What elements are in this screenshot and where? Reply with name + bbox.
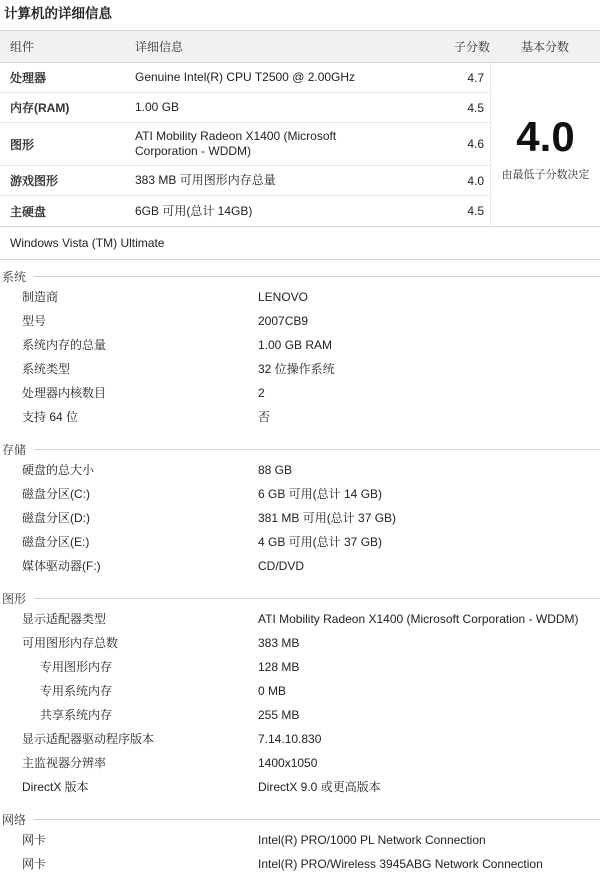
row-label: 显示适配器类型 (22, 612, 107, 626)
row-value: 32 位操作系统 (258, 362, 335, 376)
row-value: 88 GB (258, 463, 293, 477)
row-value: CD/DVD (258, 559, 305, 573)
row-detail: 383 MB 可用图形内存总量 (135, 173, 276, 187)
section-graphics (0, 590, 600, 803)
row-component: 主硬盘 (10, 204, 47, 219)
row-value: 128 MB (258, 660, 300, 674)
operating-system-row: Windows Vista (TM) Ultimate (0, 226, 600, 259)
list-item (0, 635, 600, 659)
column-header-basescore: 基本分数 (520, 40, 569, 54)
row-label: 主监视器分辨率 (22, 756, 107, 770)
list-item (0, 755, 600, 779)
row-detail: ATI Mobility Radeon X1400 (Microsoft Corporation - WDDM) (135, 129, 337, 158)
row-detail: 1.00 GB (135, 100, 180, 114)
row-label: 共享系统内存 (40, 708, 113, 722)
row-value: 381 MB 可用(总计 37 GB) (258, 511, 397, 525)
column-header-component: 组件 (10, 40, 35, 54)
row-value: 6 GB 可用(总计 14 GB) (258, 487, 383, 501)
base-score-cell (490, 63, 600, 226)
section-rows-graphics (0, 607, 600, 803)
row-component: 图形 (10, 137, 35, 152)
row-label: 网卡 (22, 857, 47, 871)
list-item (0, 313, 600, 337)
row-component: 处理器 (10, 71, 47, 85)
row-label: 制造商 (22, 290, 59, 304)
performance-score-table (0, 30, 600, 260)
row-label: 支持 64 位 (22, 410, 79, 424)
list-item (0, 731, 600, 755)
list-item (0, 856, 600, 880)
row-value: 1.00 GB RAM (258, 338, 333, 352)
table-row (0, 63, 490, 93)
row-label: 磁盘分区(C:) (22, 487, 90, 501)
row-label: DirectX 版本 (22, 780, 89, 794)
row-subscore: 4.6 (467, 137, 484, 151)
table-row (0, 123, 490, 166)
list-item (0, 409, 600, 433)
list-item (0, 510, 600, 534)
row-value: 0 MB (258, 684, 287, 698)
divider (34, 598, 600, 599)
section-rows-system (0, 285, 600, 433)
row-subscore: 4.7 (467, 70, 484, 85)
list-item (0, 832, 600, 856)
row-label: 系统内存的总量 (22, 338, 107, 352)
row-value: 7.14.10.830 (258, 732, 322, 746)
row-component: 内存(RAM) (10, 101, 70, 115)
row-component: 游戏图形 (10, 174, 59, 188)
column-header-details: 详细信息 (135, 40, 184, 54)
base-score-value: 4.0 (516, 112, 575, 160)
row-value: Intel(R) PRO/1000 PL Network Connection (258, 833, 486, 847)
list-item (0, 611, 600, 635)
table-row (0, 93, 490, 123)
section-title: 图形 (2, 592, 27, 606)
section-title: 系统 (2, 270, 27, 284)
row-detail: 6GB 可用(总计 14GB) (135, 203, 253, 218)
list-item (0, 683, 600, 707)
table-row (0, 166, 490, 196)
score-row-list (0, 63, 490, 226)
section-storage (0, 441, 600, 582)
row-value: LENOVO (258, 290, 309, 304)
row-value: ATI Mobility Radeon X1400 (Microsoft Corporation - WDDM) (258, 612, 579, 626)
row-value: 2 (258, 386, 265, 400)
section-header-graphics (0, 590, 600, 607)
section-rows-network (0, 828, 600, 880)
row-label: 磁盘分区(E:) (22, 535, 90, 549)
row-label: 型号 (22, 314, 47, 328)
row-subscore: 4.5 (467, 204, 484, 218)
row-value: DirectX 9.0 或更高版本 (258, 780, 381, 794)
section-network (0, 811, 600, 880)
row-value: 否 (258, 410, 271, 424)
section-header-system (0, 268, 600, 285)
section-title: 网络 (2, 813, 27, 827)
row-value: 4 GB 可用(总计 37 GB) (258, 535, 383, 549)
list-item (0, 534, 600, 558)
row-value: Intel(R) PRO/Wireless 3945ABG Network Connection (258, 857, 543, 871)
row-value: 2007CB9 (258, 314, 309, 328)
list-item (0, 558, 600, 582)
row-detail: Genuine Intel(R) CPU T2500 @ 2.00GHz (135, 70, 356, 84)
divider (34, 276, 600, 277)
section-header-storage (0, 441, 600, 458)
list-item (0, 289, 600, 313)
list-item (0, 385, 600, 409)
section-header-network (0, 811, 600, 828)
score-table-header (0, 31, 600, 63)
row-label: 可用图形内存总数 (22, 636, 119, 650)
row-label: 显示适配器驱动程序版本 (22, 732, 155, 746)
section-title: 存储 (2, 443, 27, 457)
list-item (0, 486, 600, 510)
base-score-note: 由最低子分数决定 (501, 168, 590, 181)
row-label: 网卡 (22, 833, 47, 847)
divider (34, 449, 600, 450)
table-row (0, 196, 490, 226)
row-subscore: 4.5 (467, 100, 484, 115)
section-rows-storage (0, 458, 600, 582)
row-label: 专用图形内存 (40, 660, 113, 674)
list-item (0, 707, 600, 731)
row-label: 系统类型 (22, 362, 71, 376)
row-value: 383 MB (258, 636, 300, 650)
score-table-body (0, 63, 600, 226)
list-item (0, 462, 600, 486)
row-label: 磁盘分区(D:) (22, 511, 90, 525)
row-value: 1400x1050 (258, 756, 318, 770)
page-title: 计算机的详细信息 (4, 6, 112, 21)
row-label: 专用系统内存 (40, 684, 113, 698)
row-value: 255 MB (258, 708, 300, 722)
row-label: 硬盘的总大小 (22, 463, 95, 477)
row-subscore: 4.0 (467, 173, 484, 188)
list-item (0, 779, 600, 803)
row-label: 媒体驱动器(F:) (22, 559, 101, 573)
section-system (0, 268, 600, 433)
list-item (0, 337, 600, 361)
list-item (0, 659, 600, 683)
row-label: 处理器内核数目 (22, 386, 107, 400)
divider (34, 819, 600, 820)
column-header-subscore: 子分数 (453, 40, 490, 54)
list-item (0, 361, 600, 385)
